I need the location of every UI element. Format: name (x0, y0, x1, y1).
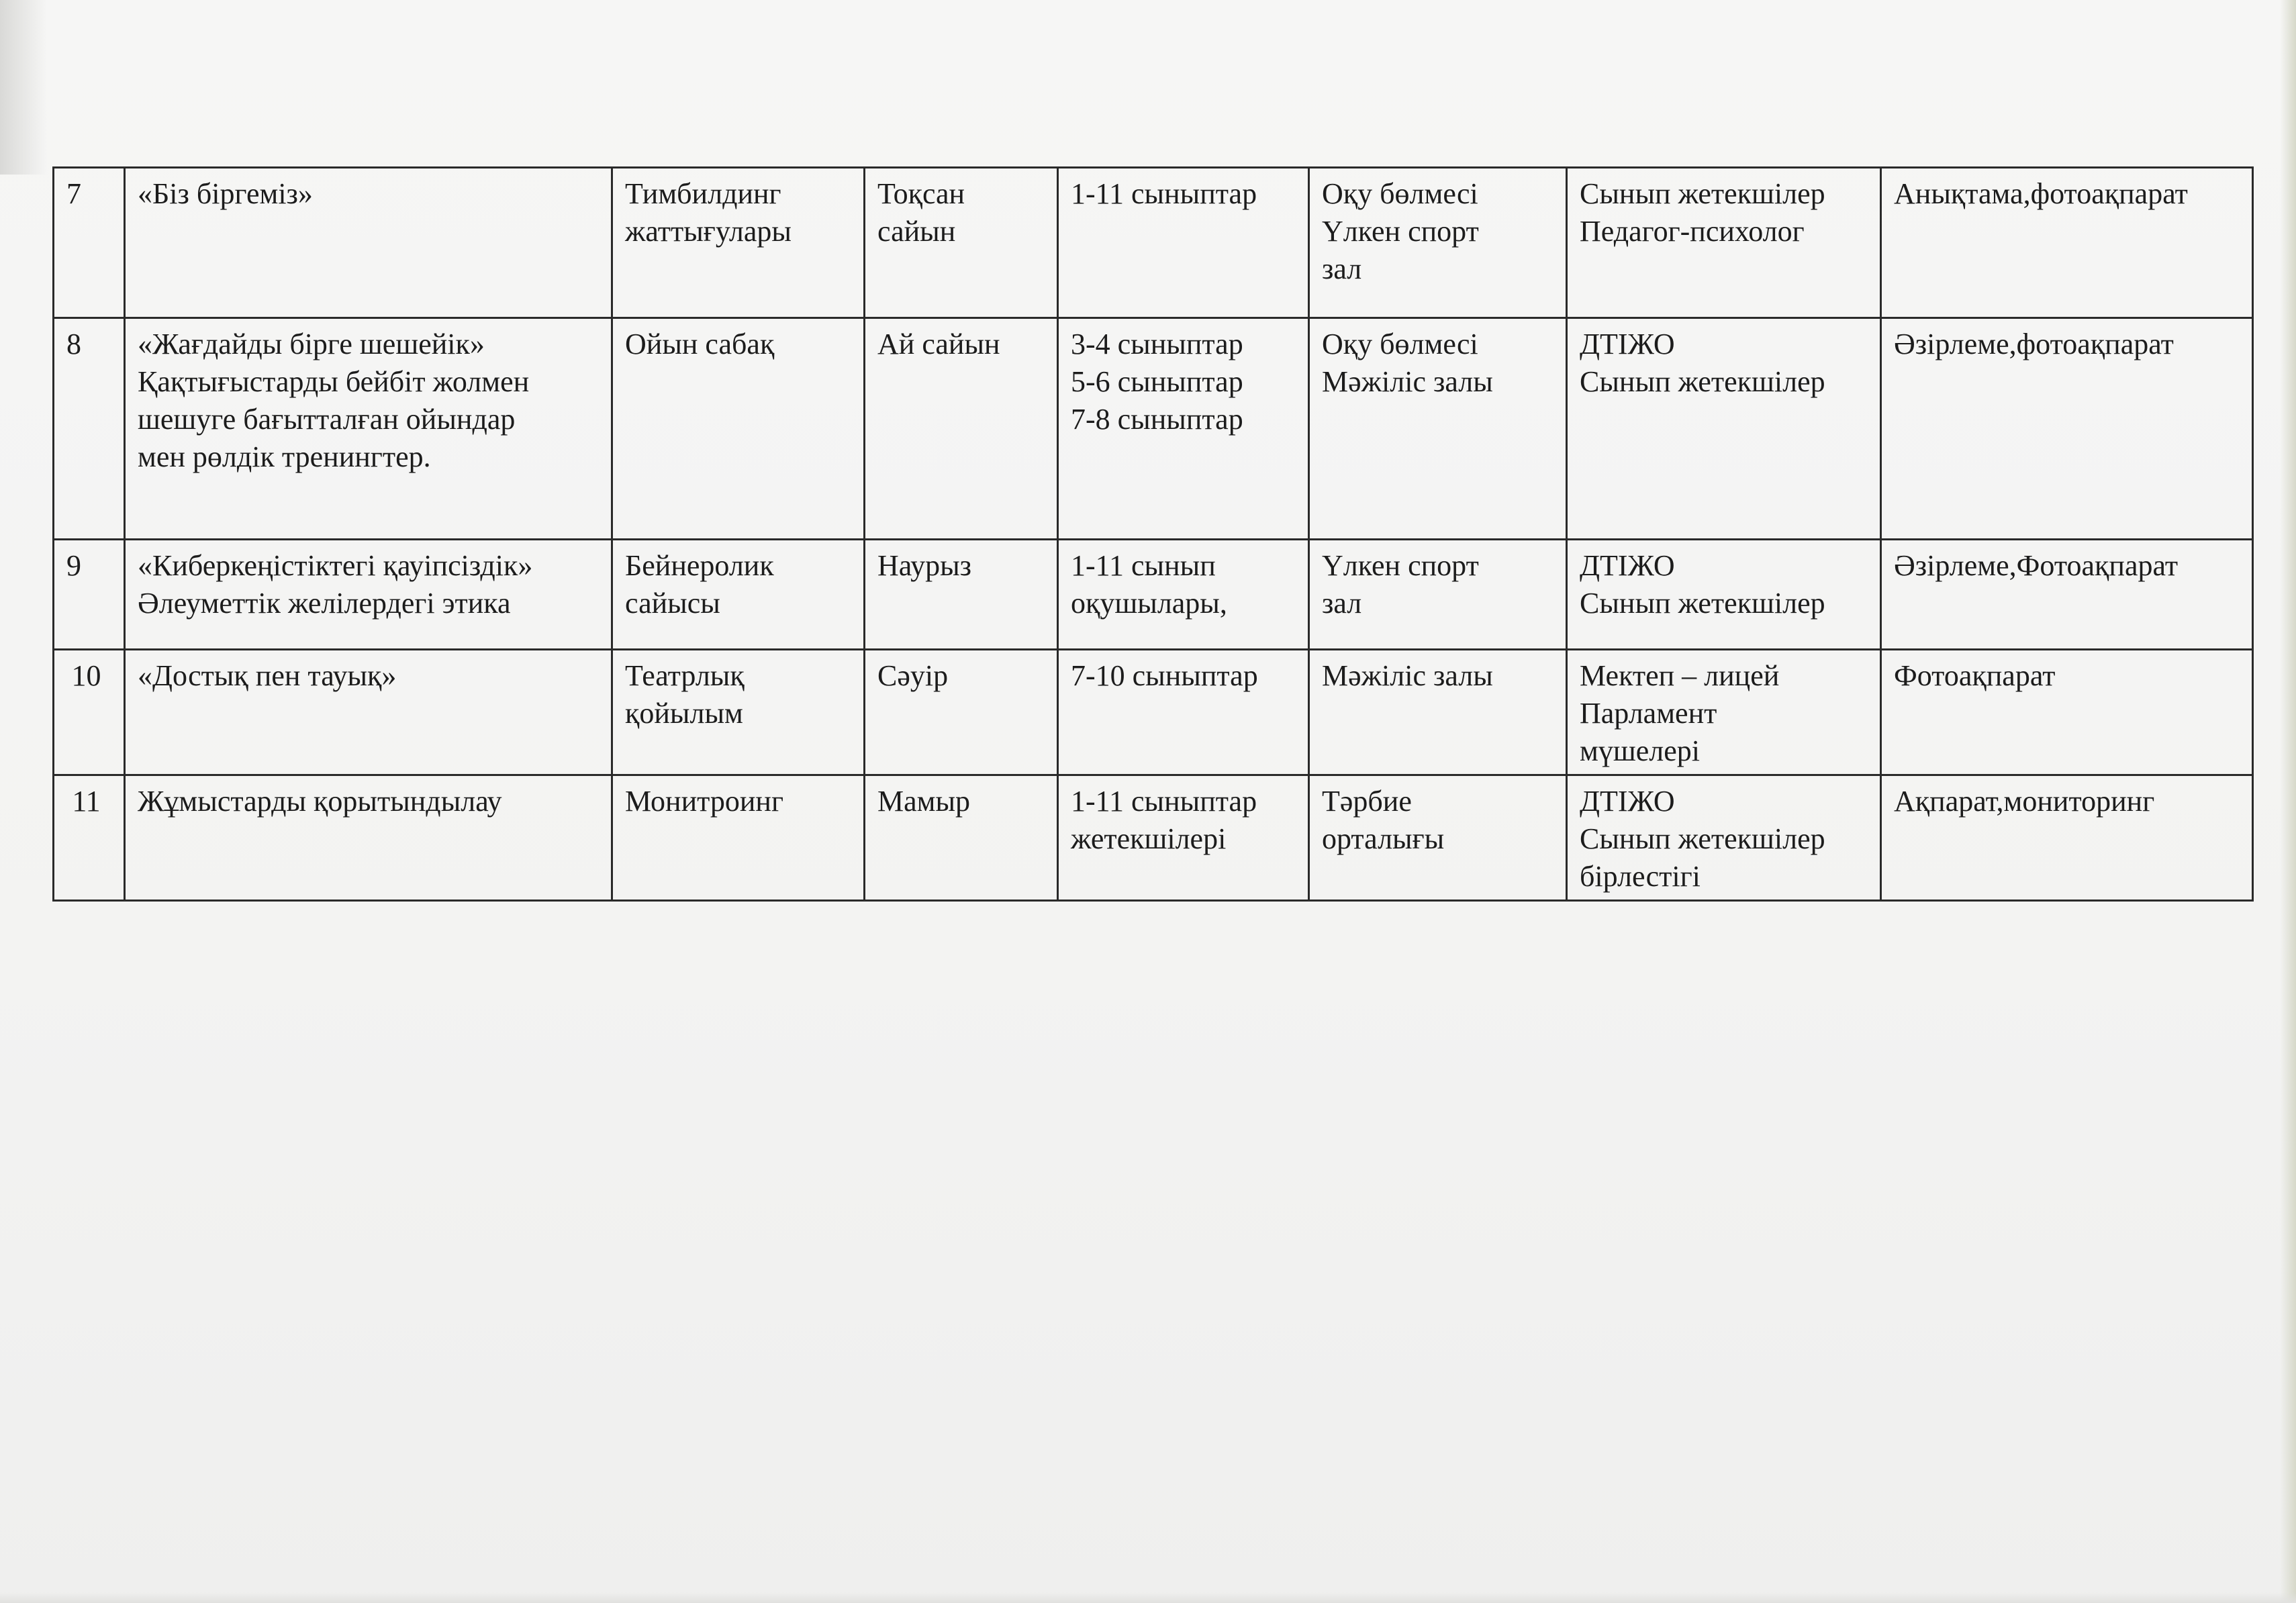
event-participants: 1-11 сыныптар жетекшілері (1058, 775, 1309, 901)
event-responsible: ДТІЖО Сынып жетекшілер (1567, 318, 1881, 540)
event-place: Оқу бөлмесі Үлкен спорт зал (1309, 168, 1567, 318)
event-time: Тоқсан сайын (865, 168, 1058, 318)
row-number: 8 (54, 318, 125, 540)
event-time: Ай сайын (865, 318, 1058, 540)
event-form: Театрлық қойылым (612, 650, 865, 775)
page-edge-shadow (2280, 0, 2296, 1603)
event-time: Наурыз (865, 540, 1058, 650)
event-place: Үлкен спорт зал (1309, 540, 1567, 650)
row-number: 9 (54, 540, 125, 650)
event-responsible: Мектеп – лицей Парламент мүшелері (1567, 650, 1881, 775)
event-form: Бейнеролик сайысы (612, 540, 865, 650)
event-form: Монитроинг (612, 775, 865, 901)
event-time: Сәуір (865, 650, 1058, 775)
event-result: Әзірлеме,Фотоақпарат (1881, 540, 2253, 650)
event-form: Тимбилдинг жаттығулары (612, 168, 865, 318)
event-participants: 1-11 сыныптар (1058, 168, 1309, 318)
event-responsible: ДТІЖО Сынып жетекшілер бірлестігі (1567, 775, 1881, 901)
event-responsible: ДТІЖО Сынып жетекшілер (1567, 540, 1881, 650)
event-participants: 1-11 сынып оқушылары, (1058, 540, 1309, 650)
row-number: 7 (54, 168, 125, 318)
event-name: «Достық пен тауық» (125, 650, 612, 775)
row-number: 10 (54, 650, 125, 775)
event-participants: 7-10 сыныптар (1058, 650, 1309, 775)
page-bottom-shadow (0, 1592, 2296, 1603)
event-name: Жұмыстарды қорытындылау (125, 775, 612, 901)
event-place: Мәжіліс залы (1309, 650, 1567, 775)
event-form: Ойын сабақ (612, 318, 865, 540)
row-number: 11 (54, 775, 125, 901)
table-row (54, 318, 2253, 540)
event-result: Анықтама,фотоақпарат (1881, 168, 2253, 318)
event-place: Тәрбие орталығы (1309, 775, 1567, 901)
event-time: Мамыр (865, 775, 1058, 901)
event-place: Оқу бөлмесі Мәжіліс залы (1309, 318, 1567, 540)
event-plan-table (52, 166, 2254, 902)
page-fold-shadow (0, 0, 47, 175)
event-result: Ақпарат,мониторинг (1881, 775, 2253, 901)
event-result: Фотоақпарат (1881, 650, 2253, 775)
event-responsible: Сынып жетекшілер Педагог-психолог (1567, 168, 1881, 318)
event-participants: 3-4 сыныптар 5-6 сыныптар 7-8 сыныптар (1058, 318, 1309, 540)
table-row (54, 775, 2253, 901)
table-row (54, 650, 2253, 775)
event-name: «Біз біргеміз» (125, 168, 612, 318)
table-row (54, 168, 2253, 318)
event-result: Әзірлеме,фотоақпарат (1881, 318, 2253, 540)
event-name: «Киберкеңістіктегі қауіпсіздік» Әлеуметтік желілердегі этика (125, 540, 612, 650)
event-name: «Жағдайды бірге шешейік» Қақтығыстарды бейбіт жолмен шешуге бағытталған ойындар мен рөлдік тренингтер. (125, 318, 612, 540)
table-row (54, 540, 2253, 650)
